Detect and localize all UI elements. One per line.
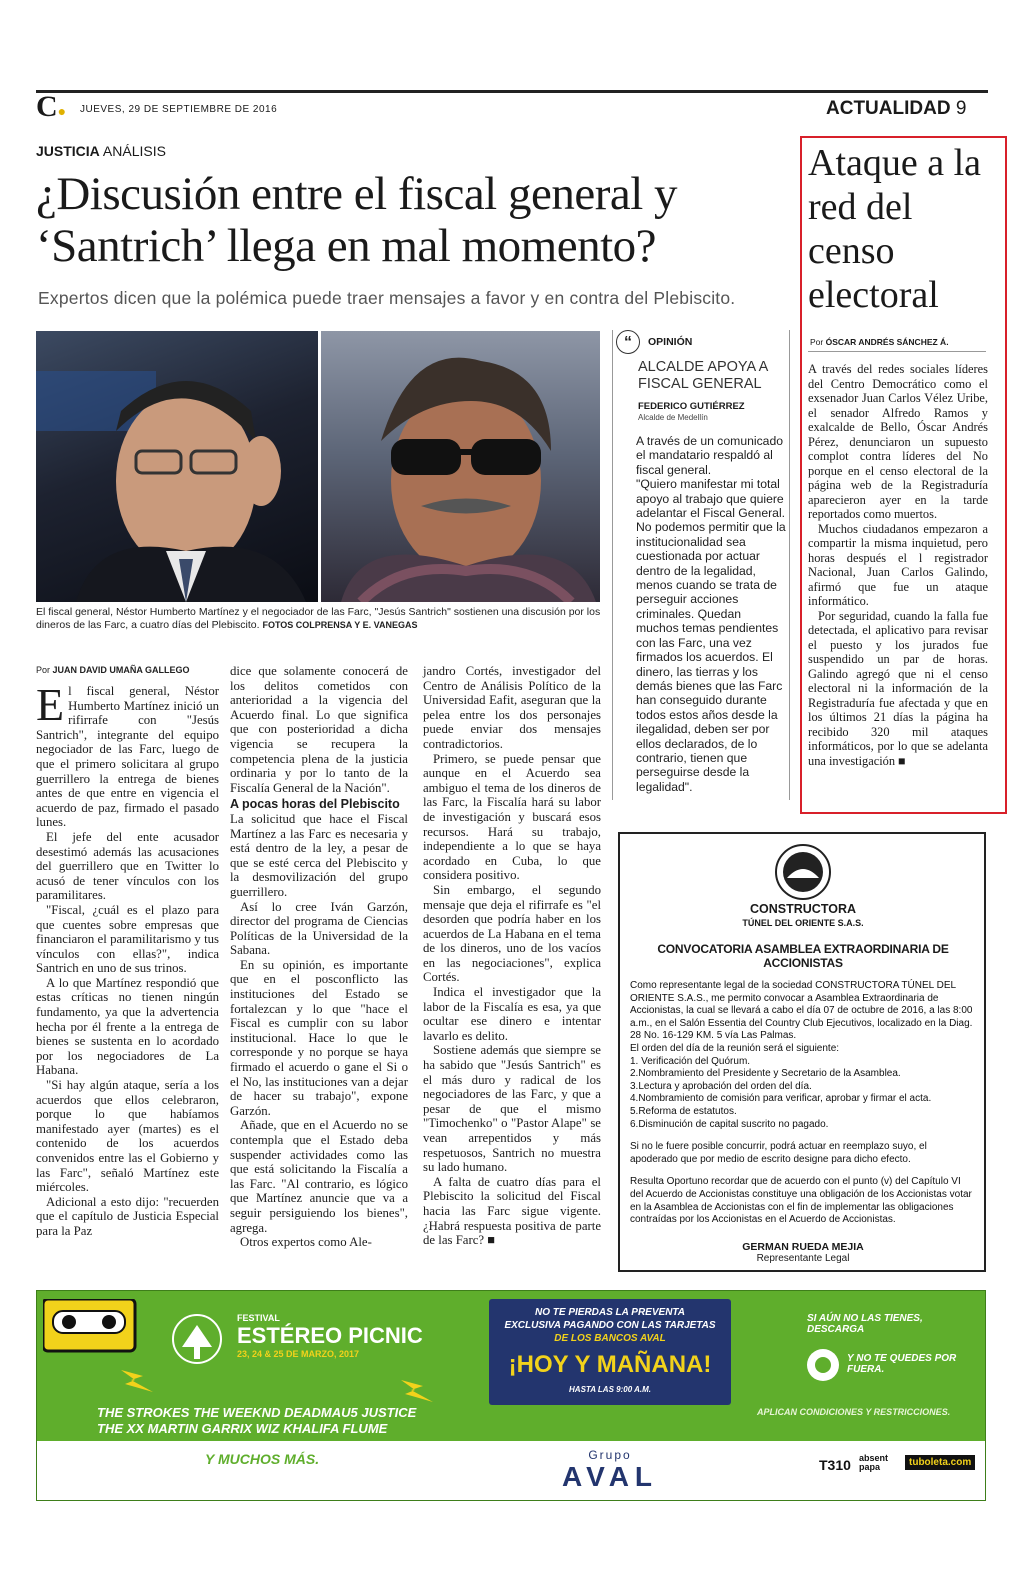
notice-heading: CONVOCATORIA ASAMBLEA EXTRAORDINARIA DE ACCIONISTAS (657, 942, 949, 970)
tuboleta-logo: tuboleta.com (905, 1455, 975, 1470)
sidebar-byline: Por ÓSCAR ANDRÉS SÁNCHEZ Á. (810, 337, 949, 347)
agenda-item: 6.Disminución de capital suscrito no pagado. (630, 1118, 829, 1130)
lineup-more: Y MUCHOS MÁS. (205, 1451, 320, 1467)
absent-papa-logo: absent papa (859, 1453, 889, 1472)
header-rule (36, 90, 988, 93)
photo-caption: El fiscal general, Néstor Humberto Martínez y el negociador de las Farc, "Jesús Santrich" sostienen una discusión por los dineros de las Farc, a cuatro días del Plebiscito. FOTOS COLPRENSA Y E. VANEGAS (36, 606, 601, 631)
paragraph: Adicional a esto dijo: "recuerden que el capítulo de Justicia Especial para la Paz (36, 1194, 219, 1238)
article-kicker: JUSTICIA ANÁLISIS (36, 143, 166, 159)
constructora-logo-icon (773, 842, 833, 902)
presale-line-1: NO TE PIERDAS LA PREVENTA (534, 1307, 685, 1318)
paragraph: La solicitud que hace el Fiscal Martínez a las Farc es necesaria y está dentro de la ley, a pesar de que se esté cerca del Plebiscito y la desmovilización del grupo guerrillero. (230, 811, 408, 899)
presale-line-3: DE LOS BANCOS AVAL (554, 1333, 666, 1344)
portrait-santrich-image (321, 331, 600, 602)
presale-line-2: EXCLUSIVA PAGANDO CON LAS TARJETAS (504, 1320, 716, 1331)
article-byline: Por JUAN DAVID UMAÑA GALLEGO (36, 665, 190, 675)
presale-dates: ¡HOY Y MAÑANA! (508, 1351, 712, 1378)
photo-fiscal-general (36, 331, 318, 602)
article-headline: ¿Discusión entre el fiscal general y ‘Santrich’ llega en mal momento? (36, 168, 678, 272)
notice-signer-role: Representante Legal (756, 1252, 850, 1264)
opinion-title: ALCALDE APOYA A FISCAL GENERAL (638, 359, 768, 392)
notice-intro: Como representante legal de la sociedad CONSTRUCTORA TÚNEL DEL ORIENTE S.A.S., me permito convocar a Asamblea Extraordinaria de Accionistas, la cual se llevará a cabo el día 07 de octubre de 2016, a las 8:00 a.m., en el Salón Essentia del Country Club Ejecutivos, localizado en la Diag. 28 No. 16-129 KM. 5 vía Las Palmas. (630, 980, 973, 1042)
quote-icon: “ (616, 330, 640, 354)
presale-deadline: HASTA LAS 9:00 A.M. (569, 1385, 651, 1394)
paragraph: "Fiscal, ¿cuál es el plazo para que cuentes sobre empresas que financiaron el paramilitarismo y tus vínculos con ellas?", indica Santrich en uno de sus trinos. (36, 902, 219, 976)
festival-name: ESTÉREO PICNIC (237, 1323, 423, 1348)
opinion-author-role: Alcalde de Medellín (638, 413, 708, 422)
article-column-3 (423, 664, 601, 1248)
lineup-row-1: THE STROKES THE WEEKND DEADMAU5 JUSTICE (97, 1405, 417, 1420)
newspaper-logo: C● (36, 90, 67, 123)
paragraph: Añade, que en el Acuerdo no se contempla que el Estado deba suspender actividades como las que está solicitando la Fiscalía a las Farc. "Al contrario, es lógico que Martínez anuncie que va a seguir persiguiendo los bienes", agrega. (230, 1118, 408, 1235)
sidebar-body (808, 362, 988, 768)
paragraph: "Si hay algún ataque, sería a los acuerdos que ellos celebraron, porque lo que habíamos manifestado ayer (martes) es el contenido de los acuerdos convenidos entre las el Gobierno y las Farc", señaló Martínez este miércoles. (36, 1078, 219, 1195)
aval-logo: AVAL (561, 1461, 659, 1492)
paragraph: l fiscal general, Néstor Humberto Martínez inició un rifirrafe con "Jesús Santrich", integrante del equipo negociador de las Farc, luego de que el primero solicitara al grupo guerrillero la entrega de bienes antes de que entre en vigencia el acuerdo de paz, firmado el pasado lunes. (36, 684, 219, 830)
portrait-fiscal-image (36, 331, 318, 602)
company-name: CONSTRUCTORA (749, 902, 857, 916)
opinion-label: OPINIÓN (648, 336, 693, 348)
paragraph: Por seguridad, cuando la falla fue detectada, el aplicativo para revisar el puesto y los jurados fue suspendido un par de horas. Galindo agregó que ni el censo electoral ni la información de la Registraduría fue afectada y que en los últimos 21 días la página ha recibido 320 mil ataques informáticos, por lo que se adelanta una investigación ■ (808, 608, 988, 768)
festival-advertisement[interactable] (36, 1290, 986, 1501)
lightning-icon (117, 1366, 157, 1396)
paragraph: dice que solamente conocerá de los delitos cometidos con anterioridad a la vigencia del Acuerdo final. Lo que significa que con posterioridad a dicha vigencia se recupera la competencia plena de la justicia ordinaria y por lo tanto de la Fiscalía General de la Nación". (230, 664, 408, 795)
festival-dates: 23, 24 & 25 DE MARZO, 2017 (237, 1349, 360, 1359)
notice-proxy: Si no le fuere posible concurrir, podrá actuar en reemplazo suyo, el apoderado que por medio de escrito designe para dicho efecto. (630, 1141, 927, 1165)
presale-panel (489, 1299, 731, 1405)
paragraph: A lo que Martínez respondió que estas críticas no tienen ningún fundamento, ya que la advertencia hecha por él frente a la entrega de bienes se sustenta en lo acordado por los negociadores de La Habana. (36, 975, 219, 1078)
paragraph: Otros expertos como Ale- (240, 1235, 372, 1250)
grupo-label: Grupo (588, 1448, 632, 1462)
section-header: ACTUALIDAD 9 (826, 98, 967, 119)
paragraph: A falta de cuatro días para el Plebiscito la solicitud del Fiscal hacia las Farc sigue vigente. ¿Habrá respuesta positiva de parte de las Farc? ■ (423, 1174, 601, 1248)
photo-santrich (321, 331, 600, 602)
tree-logo-icon (162, 1311, 232, 1371)
agenda-item: 5.Reforma de estatutos. (630, 1105, 737, 1117)
paragraph: Sin embargo, el segundo mensaje que deja el rifirrafe es "el desorden que podría haber en los acuerdos de La Habana en el tema de los dineros, uno de los vacíos en las negociaciones", explica Cortés. (423, 882, 601, 985)
paragraph: A través del redes sociales líderes del Centro Democrático como el exsenador Juan Carlos Vélez Uribe, el senador Alfredo Ramos y exalcalde de Bello, Óscar Andrés Pérez, denunciaron un supuesto complot contra líderes del No porque en el censo electoral de la página web de la Registraduría aparecieron ayer en la tarde reportados como muertos. (808, 362, 988, 521)
paragraph: Muchos ciudadanos empezaron a compartir la misma inquietud, pero horas después el l registrador Nacional, Juan Carlos Galindo, afirmó que fue un ataque informático. (808, 521, 988, 608)
paragraph: Indica el investigador que la labor de la Fiscalía es esa, ya que ocultar ese dinero e intentar lavarlo es delito. (423, 985, 601, 1043)
lineup-row-2: THE XX MARTIN GARRIX WIZ KHALIFA FLUME (97, 1421, 388, 1436)
paragraph: jandro Cortés, investigador del Centro de Análisis Político de la Universidad Eafit, aseguran que la pelea entre los dos personajes puede enviar dos mensajes contradictorios. (423, 664, 601, 751)
paragraph: El jefe del ente acusador desestimó además las acusaciones del guerrillero que en Twitter lo acusó de tener vínculos con los paramilitares. (36, 829, 219, 903)
agenda-item: 3.Lectura y aprobación del orden del día. (630, 1080, 812, 1092)
notice-signer: GERMAN RUEDA MEJIA (742, 1240, 864, 1253)
app-download-text: SI AÚN NO LAS TIENES, DESCARGA (807, 1313, 923, 1335)
paragraph: Primero, se puede pensar que aunque en el Acuerdo sea ambiguo el tema de los dineros de las Farc, la Fiscalía hará su labor de investigación y buscará esos recursos. Hará su trabajo, independiente a lo que se haya acordado en Cuba, lo que considera positivo. (423, 751, 601, 883)
paragraph: Así lo cree Iván Garzón, director del programa de Ciencias Políticas de la Universidad de la Sabana. (230, 899, 408, 958)
app-icon (805, 1347, 841, 1383)
subheading: A pocas horas del Plebiscito (230, 797, 400, 812)
t310-logo: T310 (819, 1457, 851, 1473)
app-reminder-text: Y NO TE QUEDES POR FUERA. (847, 1353, 957, 1375)
notice-text (630, 980, 976, 1227)
issue-date: JUEVES, 29 DE SEPTIEMBRE DE 2016 (80, 104, 278, 115)
paragraph: A través de un comunicado el mandatario respaldó al fiscal general. (636, 434, 784, 477)
sidebar-divider (808, 351, 986, 352)
paragraph: En su opinión, es importante que en el posconflicto las instituciones del Estado se fortalezcan y lo que "hace el Fiscal es cumplir con su labor institucional. Hace lo que le corresponde y no porque se haya firmado el acuerdo o gane el Si o el No, las instituciones van a dejar de hacer su trabajo", expone Garzón. (230, 957, 408, 1118)
agenda-intro: El orden del día de la reunión será el siguiente: (630, 1042, 840, 1054)
opinion-author: FEDERICO GUTIÉRREZ (638, 401, 745, 412)
notice-closing: Resulta Oportuno recordar que de acuerdo con el punto (v) del Capítulo VI del Acuerdo de Accionistas constituye una obligación de los Accionistas votar en la Asamblea de Accionistas con el fin de implementar las obligaciones contraídas por los Accionistas en el Acuerdo de Accionistas. (630, 1176, 972, 1226)
agenda-item: 1. Verificación del Quórum. (630, 1055, 751, 1067)
opinion-body (636, 434, 786, 794)
cassette-icon (43, 1299, 143, 1355)
paragraph: "Quiero manifestar mi total apoyo al trabajo que quiere adelantar el Fiscal General. No podemos permitir que la institucionalidad sea cuestionada por actuar dentro de la legalidad, menos cuando se trata de perseguir acciones criminales. Quedan muchos temas pendientes con las Farc, una vez firmados los acuerdos. El dinero, las tierras y los demás bienes que las Farc han conseguido durante todos estos años desde la ilegalidad, deben ser por ellos declarados, de lo contrario, tienen que perseguirse desde la legalidad". (636, 477, 786, 794)
drop-cap: E (36, 679, 65, 730)
ad-conditions: APLICAN CONDICIONES Y RESTRICCIONES. (757, 1407, 951, 1417)
festival-label: FESTIVAL (237, 1313, 280, 1323)
lightning-icon (397, 1376, 437, 1406)
sidebar-title: Ataque a la red del censo electoral (808, 142, 982, 316)
legal-notice (618, 832, 986, 1272)
paragraph: Sostiene además que siempre se ha sabido que "Jesús Santrich" es el más duro y radical de los negociadores de las Farc, y que a pesar de que el mismo "Timochenko" o "Pastor Alape" se vean arrepentidos y más respetuosos, Santrich no muestra su lado humano. (423, 1043, 601, 1175)
agenda-item: 4.Nombramiento de comisión para verificar, aprobar y firmar el acta. (630, 1093, 932, 1105)
article-dek: Expertos dicen que la polémica puede traer mensajes a favor y en contra del Plebiscito. (38, 288, 736, 308)
company-subtitle: TÚNEL DEL ORIENTE S.A.S. (742, 918, 864, 928)
article-column-1 (36, 679, 219, 1239)
agenda-list (630, 1056, 976, 1132)
article-column-2 (230, 664, 408, 1250)
agenda-item: 2.Nombramiento del Presidente y Secretario de la Asamblea. (630, 1068, 901, 1080)
